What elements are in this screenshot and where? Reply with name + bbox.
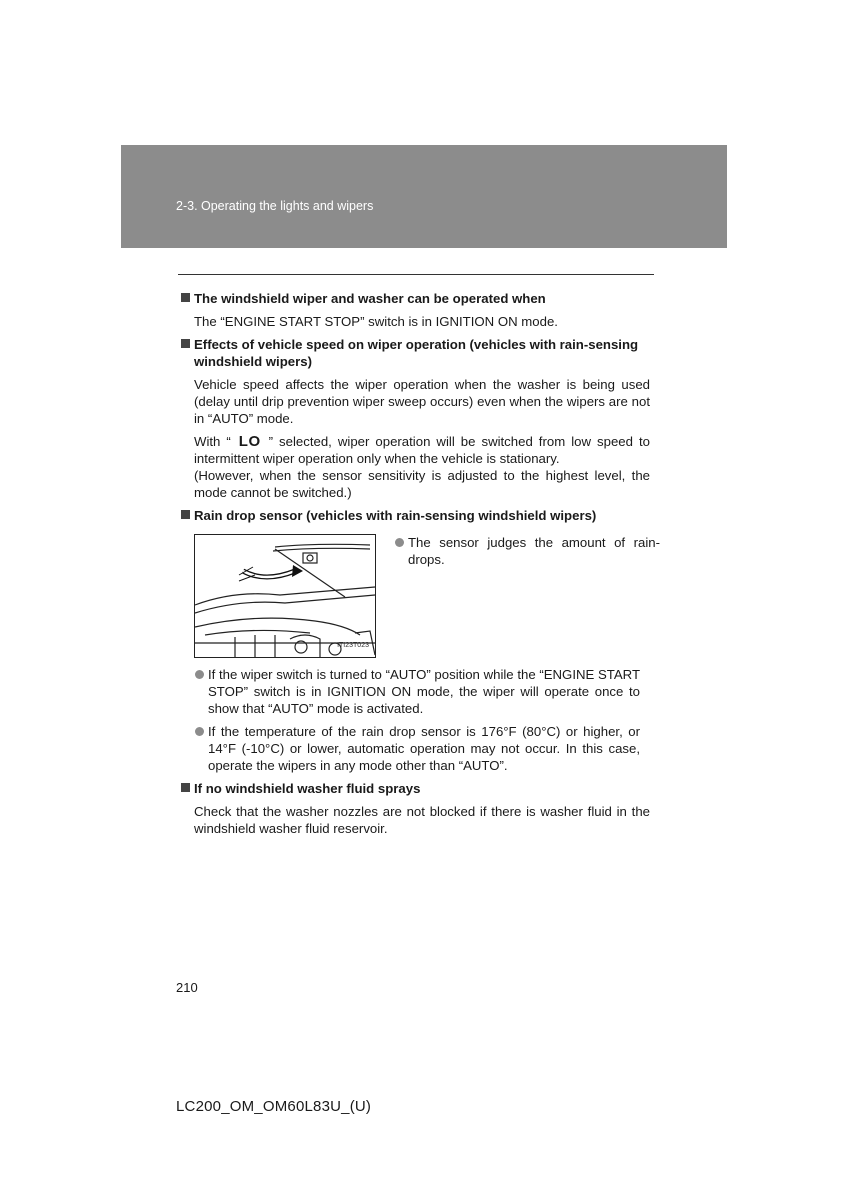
round-bullet-icon [395, 538, 404, 547]
paragraph-vehicle-speed: Vehicle speed affects the wiper operation when the washer is being used (delay until drip prevention wiper sweep occurs) even when the wipers are not in “AUTO” mode. [194, 377, 650, 426]
paragraph-lo-mode: With “ LO ” selected, wiper operation will be switched from low speed to intermittent wiper operation only when the vehicle is stationary. (However, when the sensor sensitivity is adjusted to the highest level, the mode cannot be switched.) [194, 433, 650, 500]
heading-no-washer-fluid: If no windshield washer fluid sprays [180, 780, 650, 797]
lo-symbol: LO [238, 433, 261, 450]
rain-sensor-illustration [194, 534, 376, 658]
list-item: If the wiper switch is turned to “AUTO” position while the “ENGINE START STOP” switch is in IGNITION ON mode, the wiper will operate once to show that “AUTO” mode is activated. [194, 666, 640, 717]
lo-note: (However, when the sensor sensitivity is adjusted to the highest level, the mode cannot be switched.) [194, 468, 650, 500]
figure-note: The sensor judges the amount of rain-drops. [394, 534, 660, 568]
round-bullet-icon [195, 727, 204, 736]
square-bullet-icon [181, 293, 190, 302]
square-bullet-icon [181, 339, 190, 348]
document-code: LC200_OM_OM60L83U_(U) [176, 1098, 372, 1115]
heading-vehicle-speed: Effects of vehicle speed on wiper operation (vehicles with rain-sensing windshield wipers) [180, 336, 650, 370]
square-bullet-icon [181, 510, 190, 519]
heading-rain-sensor: Rain drop sensor (vehicles with rain-sensing windshield wipers) [180, 507, 650, 524]
rain-sensor-bullets [194, 666, 640, 774]
square-bullet-icon [181, 783, 190, 792]
top-divider [178, 274, 654, 275]
paragraph-no-washer-fluid: Check that the washer nozzles are not blocked if there is washer fluid in the windshield washer fluid reservoir. [194, 804, 650, 836]
section-title: 2-3. Operating the lights and wipers [176, 199, 374, 213]
figure-code: ITI23T023 [337, 642, 369, 649]
page-number: 210 [176, 980, 198, 995]
main-content [180, 290, 660, 843]
list-item: If the temperature of the rain drop sensor is 176°F (80°C) or higher, or 14°F (-10°C) or lower, automatic operation may not occur. In this case, operate the wipers in any mode other than “AUTO”. [194, 723, 640, 774]
figure-row [194, 534, 660, 658]
header-band [121, 145, 727, 248]
paragraph-operation-conditions: The “ENGINE START STOP” switch is in IGNITION ON mode. [194, 314, 558, 329]
heading-operation-conditions: The windshield wiper and washer can be operated when [180, 290, 650, 307]
round-bullet-icon [195, 670, 204, 679]
